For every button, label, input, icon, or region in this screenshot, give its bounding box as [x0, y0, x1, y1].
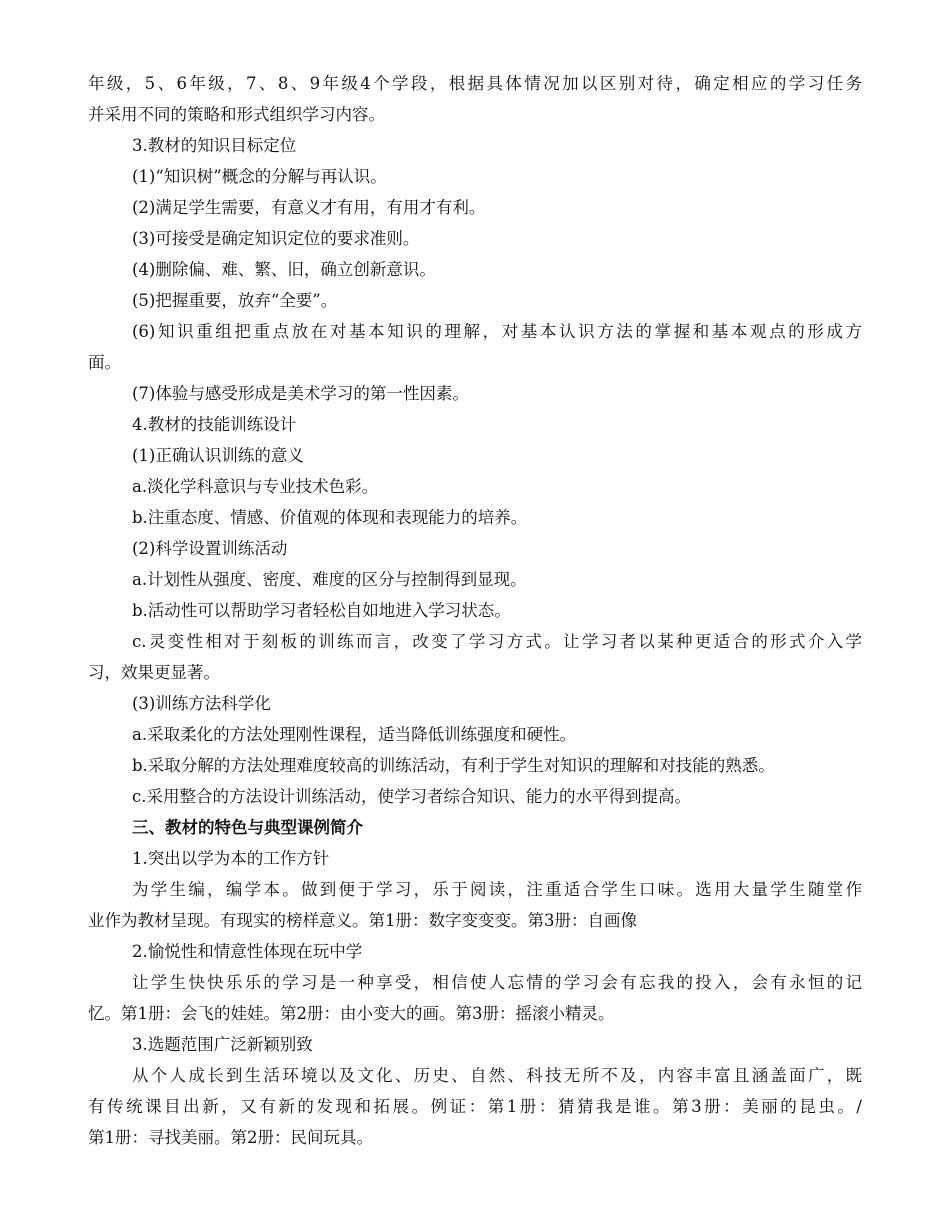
text-line: a.计划性从强度、密度、难度的区分与控制得到显现。	[132, 570, 527, 589]
text-line: 习，效果更显著。	[88, 663, 220, 682]
text-line: a.淡化学科意识与专业技术色彩。	[132, 477, 379, 496]
text-line: (1)“知识树”概念的分解与再认识。	[132, 167, 387, 186]
text-line: 从个人成长到生活环境以及文化、历史、自然、科技无所不及，内容丰富且涵盖面广，既	[132, 1066, 862, 1085]
text-line: (2)满足学生需要，有意义才有用，有用才有利。	[132, 198, 486, 217]
text-line: 面。	[88, 353, 121, 372]
text-line: (3)训练方法科学化	[132, 694, 271, 713]
text-line: (2)科学设置训练活动	[132, 539, 288, 558]
text-line: (6)知识重组把重点放在对基本知识的理解，对基本认识方法的掌握和基本观点的形成方	[132, 322, 862, 341]
text-line: 第1册：寻找美丽。第2册：民间玩具。	[88, 1128, 373, 1147]
text-line: c.采用整合的方法设计训练活动，使学习者综合知识、能力的水平得到提高。	[132, 787, 691, 806]
text-line: 有传统课目出新，又有新的发现和拓展。例证：第1册：猜猜我是谁。第3册：美丽的昆虫。/	[88, 1097, 862, 1116]
text-line: 忆。第1册：会飞的娃娃。第2册：由小变大的画。第3册：摇滚小精灵。	[88, 1004, 615, 1023]
text-line: 3.选题范围广泛新颖别致	[132, 1035, 313, 1054]
text-line: a.采取柔化的方法处理刚性课程，适当降低训练强度和硬性。	[132, 725, 577, 744]
text-line: (3)可接受是确定知识定位的要求准则。	[132, 229, 420, 248]
text-line: 1.突出以学为本的工作方针	[132, 849, 330, 868]
text-line: (1)正确认识训练的意义	[132, 446, 304, 465]
text-line: 4.教材的技能训练设计	[132, 415, 297, 434]
text-line: b.活动性可以帮助学习者轻松自如地进入学习状态。	[132, 601, 511, 620]
text-line: (7)体验与感受形成是美术学习的第一性因素。	[132, 384, 469, 403]
text-line: 为学生编，编学本。做到便于学习，乐于阅读，注重适合学生口味。选用大量学生随堂作	[132, 880, 862, 899]
text-line: 业作为教材呈现。有现实的榜样意义。第1册：数字变变变。第3册：自画像	[88, 911, 637, 930]
text-line: (5)把握重要，放弃“全要”。	[132, 291, 338, 310]
text-line: b.注重态度、情感、价值观的体现和表现能力的培养。	[132, 508, 528, 527]
text-line: 年级，5、6年级，7、8、9年级4个学段，根据具体情况加以区别对待，确定相应的学习任务	[88, 74, 862, 93]
text-line: b.采取分解的方法处理难度较高的训练活动，有利于学生对知识的理解和对技能的熟悉。	[132, 756, 775, 775]
section-heading: 三、教材的特色与典型课例简介	[132, 818, 363, 837]
text-line: 3.教材的知识目标定位	[132, 136, 297, 155]
text-line: 让学生快快乐乐的学习是一种享受，相信使人忘情的学习会有忘我的投入，会有永恒的记	[132, 973, 862, 992]
text-line: (4)删除偏、难、繁、旧，确立创新意识。	[132, 260, 436, 279]
text-line: c.灵变性相对于刻板的训练而言，改变了学习方式。让学习者以某种更适合的形式介入学	[132, 632, 862, 651]
text-line: 并采用不同的策略和形式组织学习内容。	[88, 105, 385, 124]
text-line: 2.愉悦性和情意性体现在玩中学	[132, 942, 363, 961]
